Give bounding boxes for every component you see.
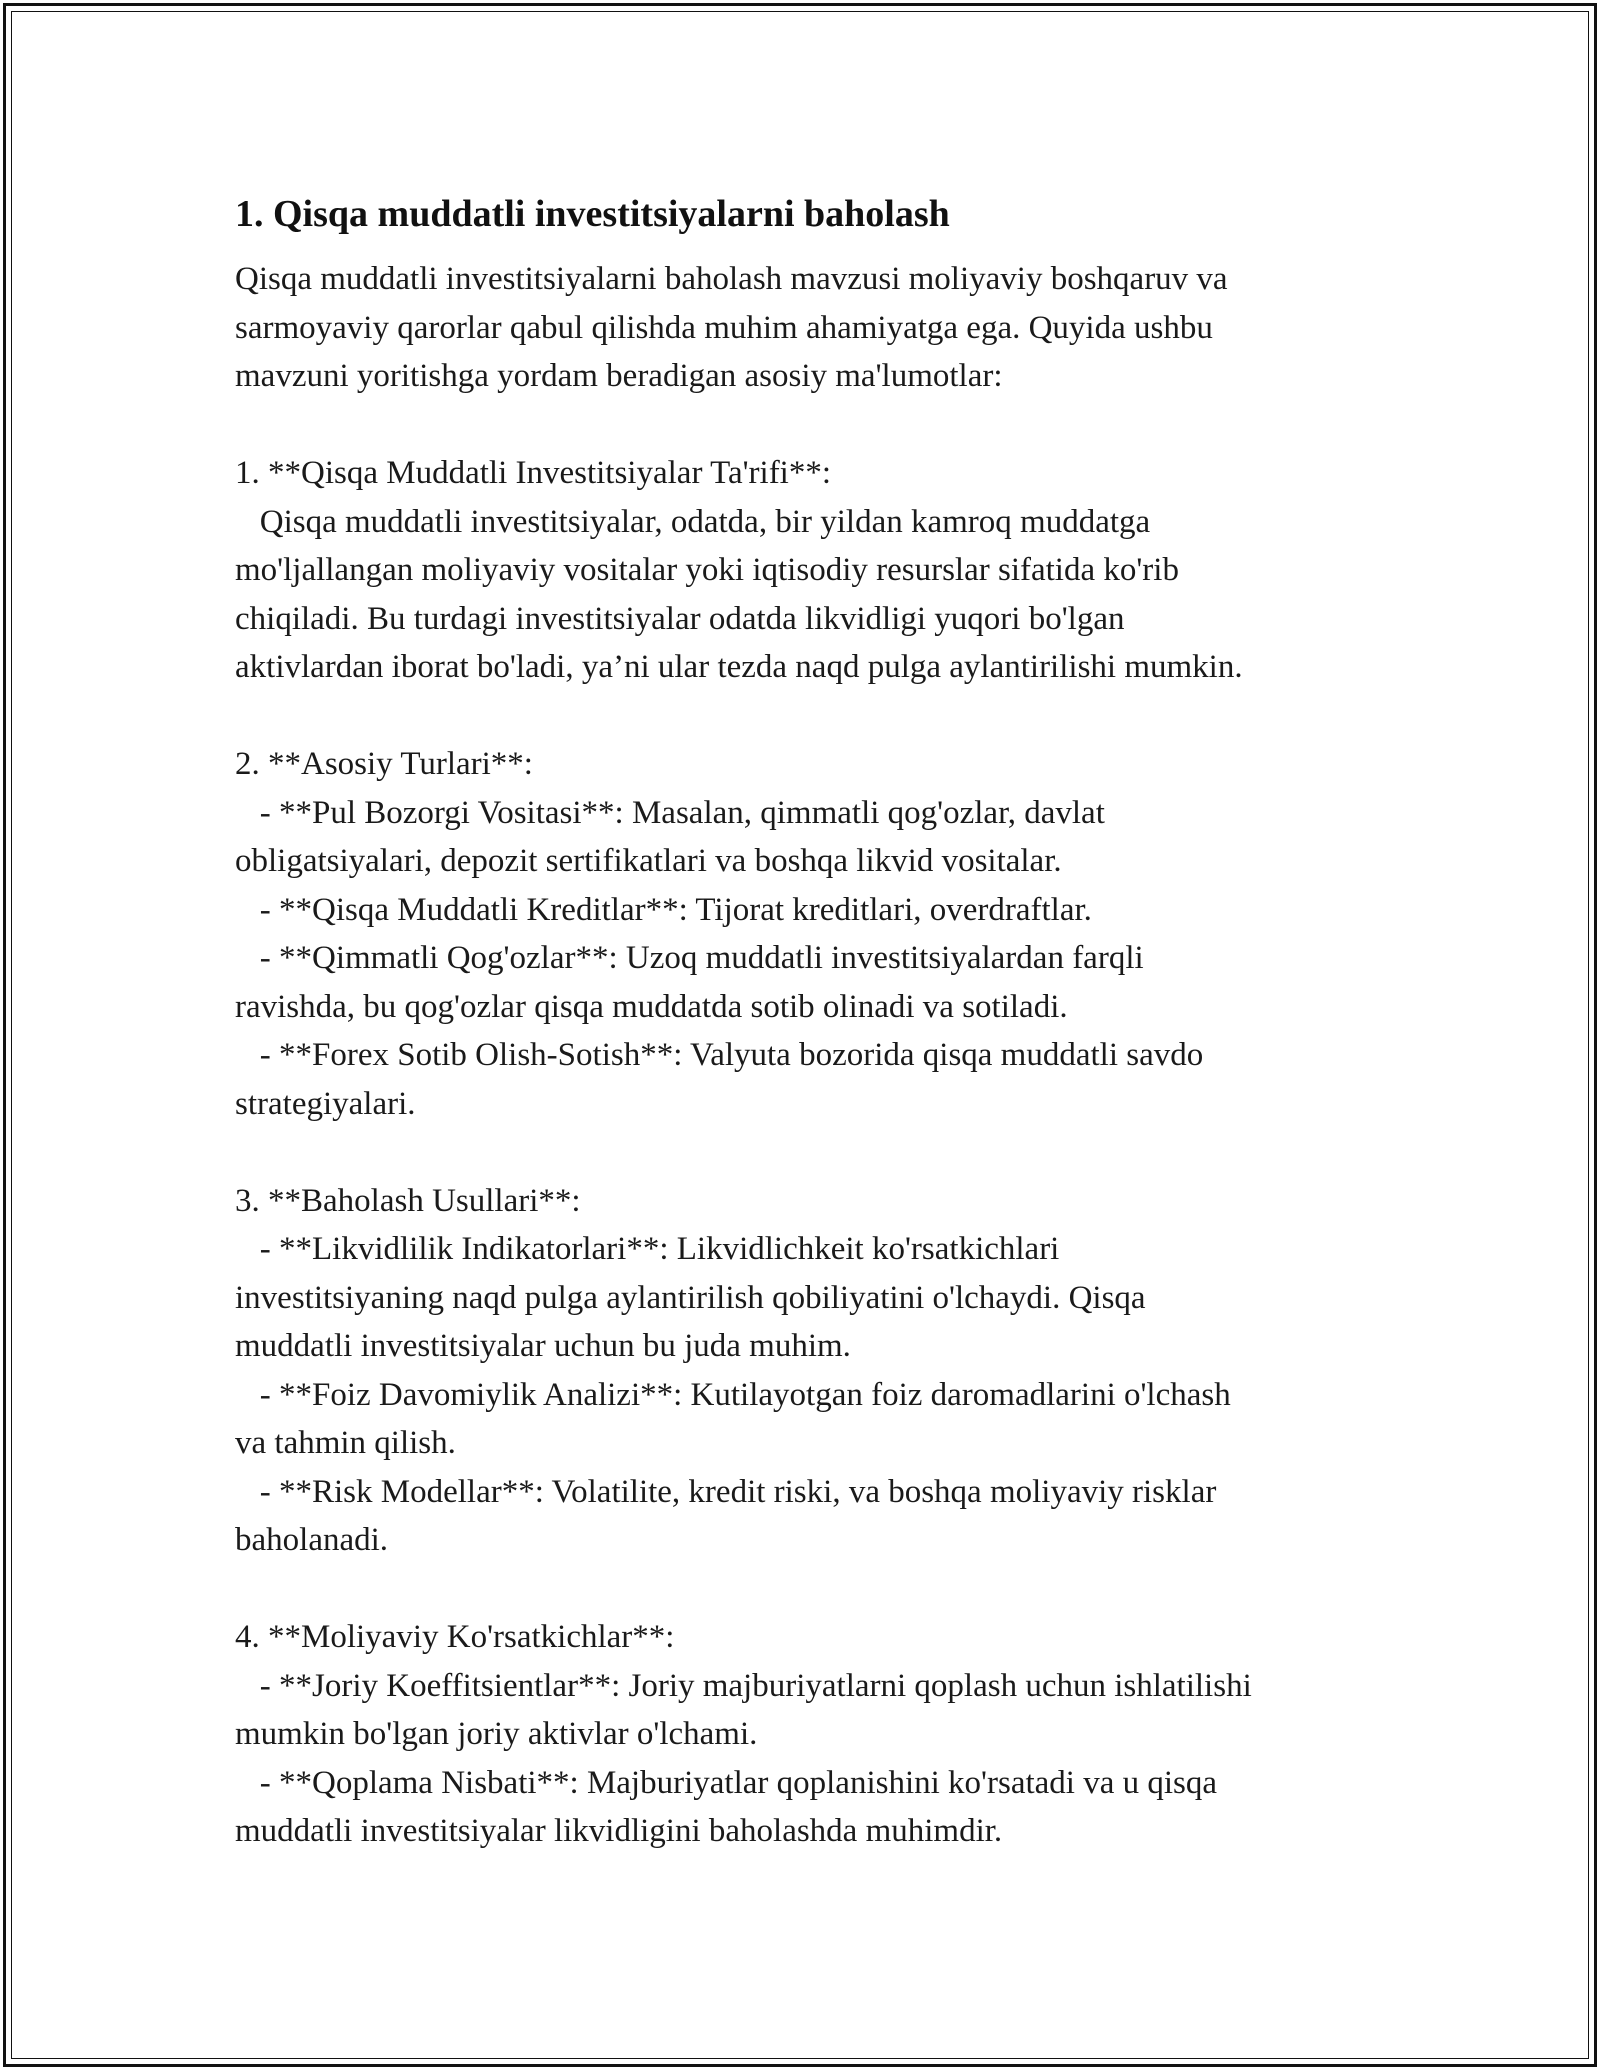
intro-paragraph: Qisqa muddatli investitsiyalarni baholash mavzusi moliyaviy boshqaruv va sarmoyaviy qarorlar qabul qilishda muhim ahamiyatga ega. Quyida ushbu mavzuni yoritishga yordam beradigan asosiy ma'lumotlar: [235,261,1228,394]
paragraph-spacer [235,1128,1375,1177]
document-title: 1. Qisqa muddatli investitsiyalarni baholash [235,193,950,235]
paragraph-spacer [235,692,1375,741]
section-types: 2. **Asosiy Turlari**: - **Pul Bozorgi Vositasi**: Masalan, qimmatli qog'ozlar, davlat obligatsiyalari, depozit sertifikatlari va boshqa likvid vositalar. - **Qisqa Muddatli Kreditlar**: Tijorat kreditlari, overdraftlar. - **Qimmatli Qog'ozlar**: Uzoq muddatli investitsiyalardan farqli ravishda, bu qog'ozlar qisqa muddatda sotib olinadi va sotiladi. - **Forex Sotib Olish-Sotish**: Valyuta bozorida qisqa muddatli savdo strategiyalari. [235,746,1204,1122]
section-indicators: 4. **Moliyaviy Ko'rsatkichlar**: - **Joriy Koeffitsientlar**: Joriy majburiyatlarni qoplash uchun ishlatilishi mumkin bo'lgan joriy aktivlar o'lchami. - **Qoplama Nisbati**: Majburiyatlar qoplanishini ko'rsatadi va u qisqa muddatli investitsiyalar likvidligini baholashda muhimdir. [235,1619,1252,1849]
document-body [235,185,1375,1856]
section-methods: 3. **Baholash Usullari**: - **Likvidlilik Indikatorlari**: Likvidlichkeit ko'rsatkichlari investitsiyaning naqd pulga aylantirilish qobiliyatini o'lchaydi. Qisqa muddatli investitsiyalar uchun bu juda muhim. - **Foiz Davomiylik Analizi**: Kutilayotgan foiz daromadlarini o'lchash va tahmin qilish. - **Risk Modellar**: Volatilite, kredit riski, va boshqa moliyaviy risklar baholanadi. [235,1182,1231,1558]
paragraph-spacer [235,401,1375,450]
paragraph-spacer [235,1565,1375,1614]
section-definition: 1. **Qisqa Muddatli Investitsiyalar Ta'rifi**: Qisqa muddatli investitsiyalar, odatda, bir yildan kamroq muddatga mo'ljallangan moliyaviy vositalar yoki iqtisodiy resurslar sifatida ko'rib chiqiladi. Bu turdagi investitsiyalar odatda likvidligi yuqori bo'lgan aktivlardan iborat bo'ladi, ya’ni ular tezda naqd pulga aylantirilishi mumkin. [235,455,1243,685]
